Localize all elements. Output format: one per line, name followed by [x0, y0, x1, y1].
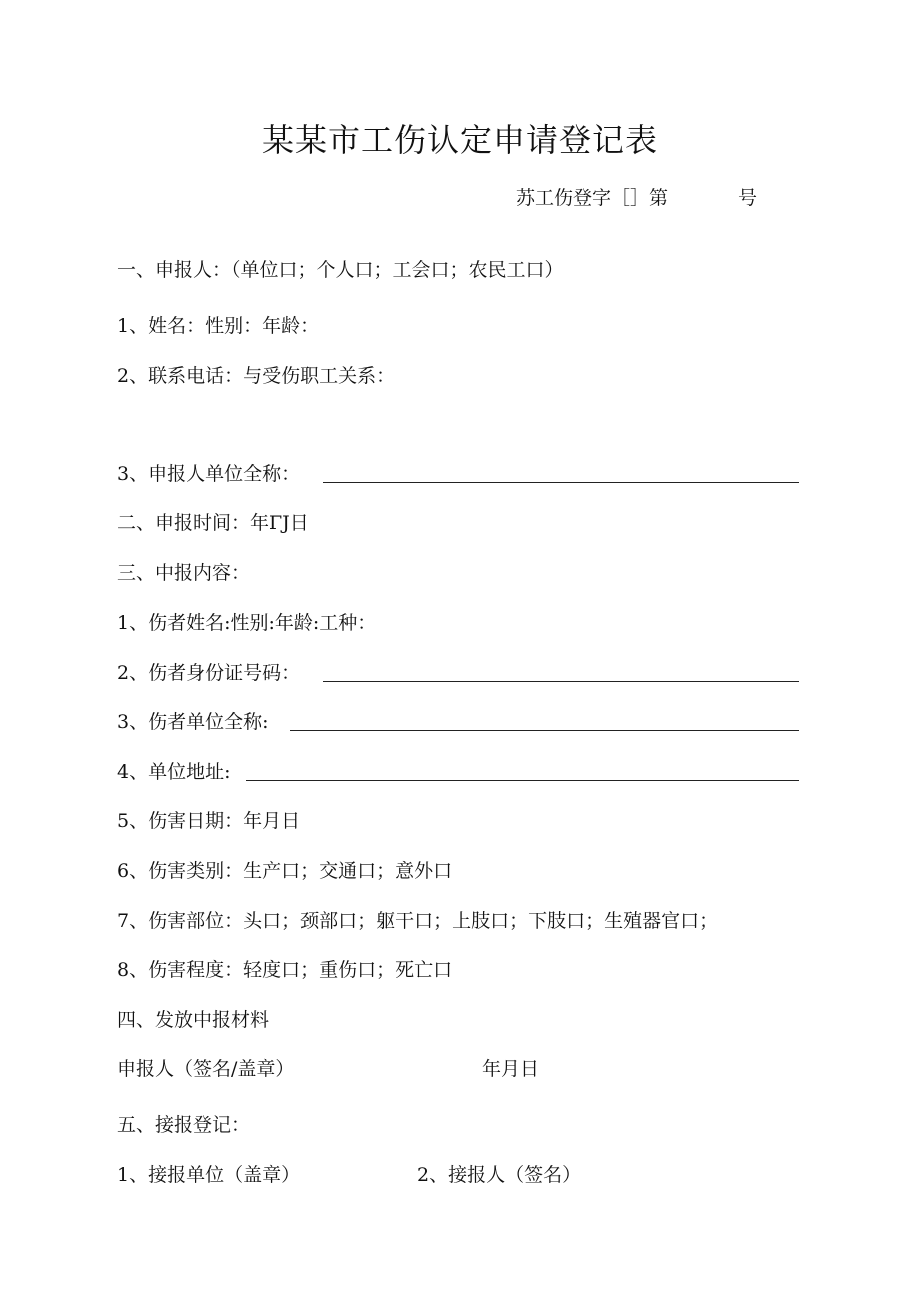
injured-id-number-blank: [323, 681, 799, 682]
unit-address-blank: [246, 780, 799, 781]
section-content-heading: 三、中报内容：: [117, 562, 251, 584]
section-applicant-heading: 一、申报人：（单位口；个人口；工会口；农民工口）: [117, 259, 564, 281]
receiving-unit-label: 1、接报单位（盖章）: [117, 1164, 301, 1186]
section-registration-heading: 五、接报登记：: [117, 1114, 251, 1136]
injury-severity: 8、伤害程度：轻度口；重伤口；死亡口: [117, 959, 453, 981]
document-number-suffix: 号: [738, 187, 758, 209]
injury-date: 5、伤害日期：年月日: [117, 810, 301, 832]
injury-body-part: 7、伤害部位：头口；颈部口；躯干口；上肢口；下肢口；生殖器官口；: [117, 910, 719, 932]
form-title: 某某市工伤认定申请登记表: [261, 121, 658, 159]
applicant-signature-label: 申报人（签名/盖章）: [117, 1058, 295, 1080]
signature-date: 年月日: [482, 1058, 540, 1080]
unit-address-label: 4、单位地址:: [117, 761, 231, 783]
document-number: [516, 185, 757, 211]
injured-id-number-label: 2、伤者身份证号码：: [117, 662, 301, 684]
injured-unit-name-label: 3、伤者单位全称:: [117, 711, 269, 733]
applicant-unit-name-label: 3、申报人单位全称：: [117, 463, 301, 485]
section-materials-heading: 四、发放中报材料: [117, 1009, 270, 1031]
section-application-time: 二、申报时间：年ΓJ日: [117, 512, 309, 534]
injured-name-gender-age-job: 1、伤者姓名:性别:年龄:工种：: [117, 612, 377, 634]
injury-category: 6、伤害类别：生产口；交通口；意外口: [117, 860, 453, 882]
receiving-person-label: 2、接报人（签名）: [417, 1164, 582, 1186]
document-number-prefix: 苏工伤登字［］第: [516, 187, 669, 209]
applicant-phone-relation: 2、联系电话：与受伤职工关系：: [117, 365, 396, 387]
applicant-name-gender-age: 1、姓名：性别：年龄：: [117, 315, 320, 337]
applicant-unit-name-blank: [323, 482, 799, 483]
injured-unit-name-blank: [290, 730, 799, 731]
